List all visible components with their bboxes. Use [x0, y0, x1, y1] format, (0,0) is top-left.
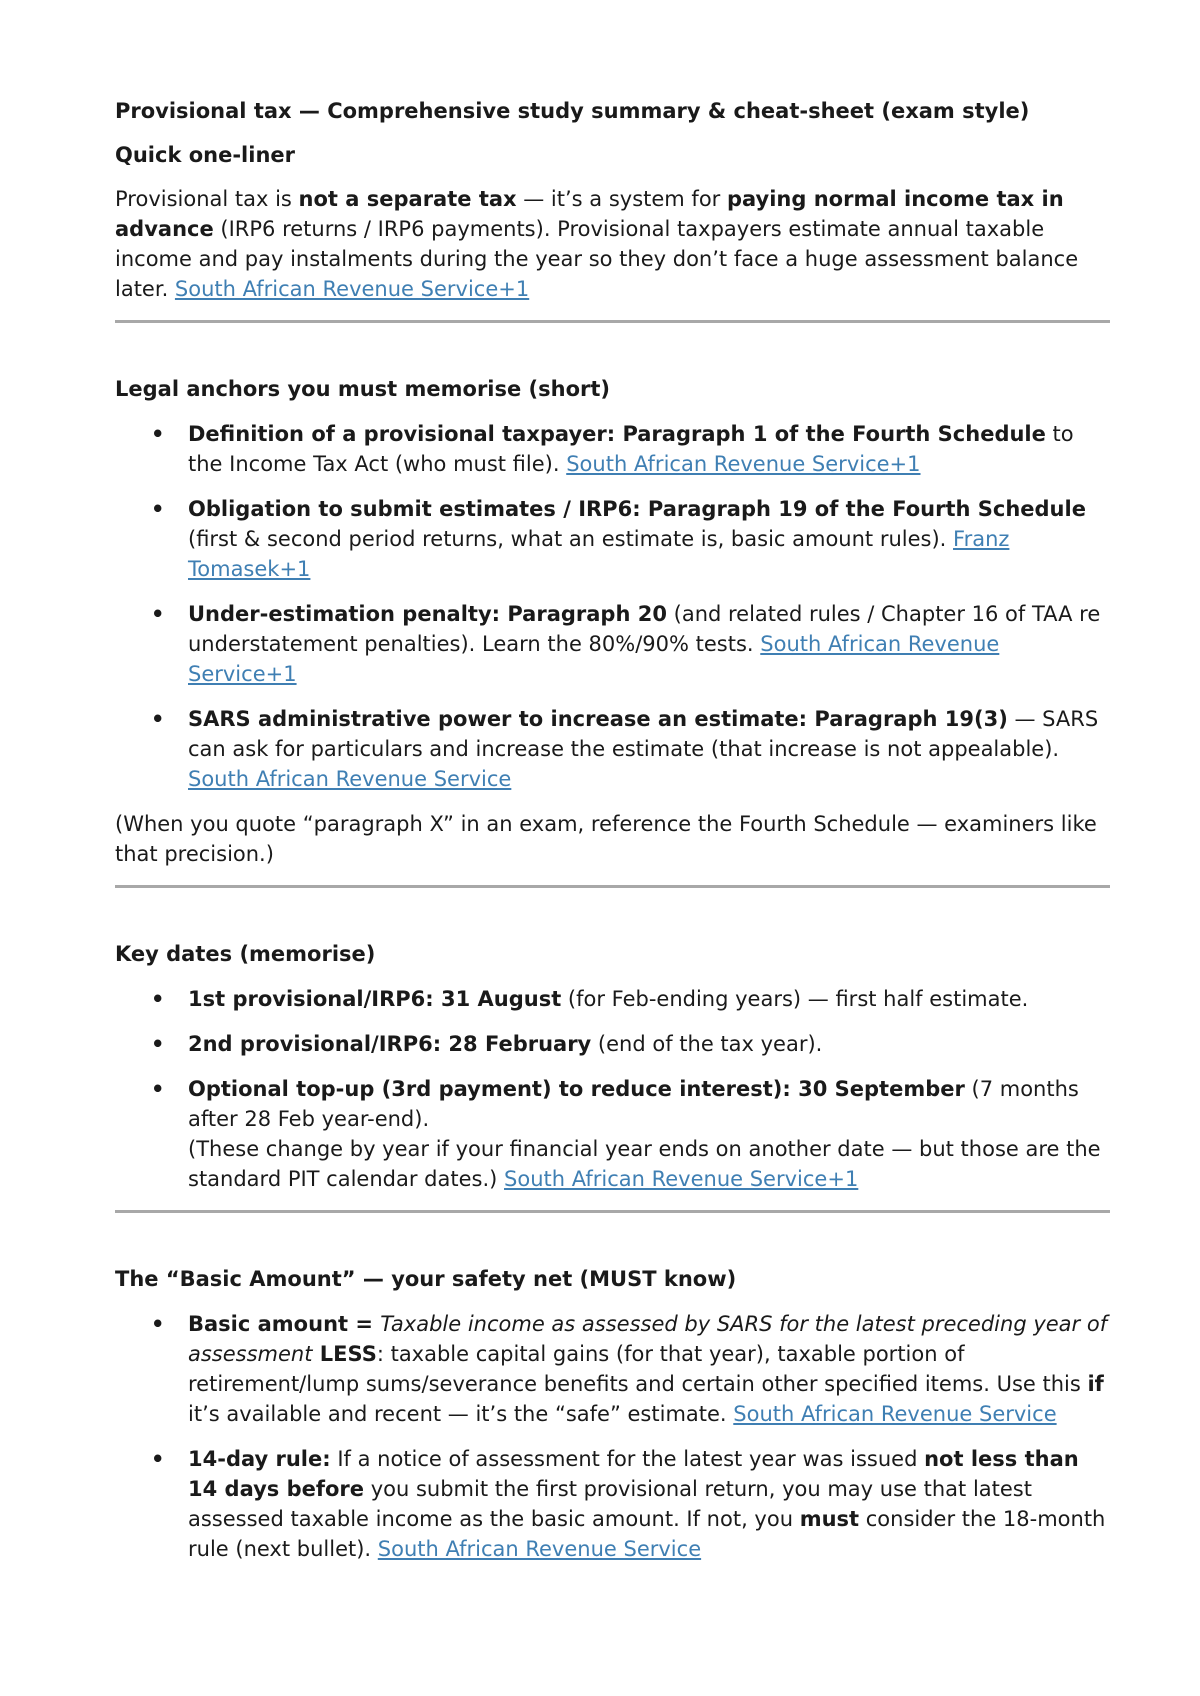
list-item	[115, 1309, 1110, 1429]
item-bold: Definition of a provisional taxpayer: Paragraph 1 of the Fourth Schedule	[188, 422, 1046, 446]
item-bold: Optional top-up (3rd payment) to reduce interest): 30 September	[188, 1077, 965, 1101]
intro-bold: not a separate tax	[298, 187, 517, 211]
item-text: to the Income Tax Act (who must file).	[188, 422, 1074, 476]
intro-text: — it’s a system for	[516, 187, 727, 211]
source-link[interactable]: South African Revenue Service+1	[188, 632, 1000, 686]
document-title: Provisional tax — Comprehensive study summary & cheat-sheet (exam style)	[115, 99, 1030, 123]
item-bold: 2nd provisional/IRP6: 28 February	[188, 1032, 592, 1056]
source-link[interactable]: South African Revenue Service	[188, 767, 512, 791]
section-divider	[115, 320, 1110, 323]
item-italic: Taxable income as assessed by SARS for the latest preceding year of assessment	[188, 1312, 1108, 1366]
key-dates-heading: Key dates (memorise)	[115, 942, 376, 966]
item-text: (These change by year if your financial year ends on another date — but those are the standard PIT calendar dates.)	[188, 1137, 1101, 1191]
list-item	[115, 984, 1110, 1014]
list-item	[115, 1029, 1110, 1059]
legal-anchors-list	[115, 419, 1110, 794]
item-text: (first & second period returns, what an estimate is, basic amount rules).	[188, 527, 954, 551]
source-link[interactable]: South African Revenue Service+1	[566, 452, 921, 476]
source-link[interactable]: South African Revenue Service	[377, 1537, 702, 1561]
item-bold: SARS administrative power to increase an estimate: Paragraph 19(3)	[188, 707, 1008, 731]
intro-text: (IRP6 returns / IRP6 payments). Provisional taxpayers estimate annual taxable income and pay instalments during the year so they don’t face a huge assessment balance later.	[115, 217, 1079, 301]
item-bold: if	[1087, 1372, 1104, 1396]
intro-text: Provisional tax is	[115, 187, 299, 211]
source-link[interactable]: South African Revenue Service+1	[504, 1167, 859, 1191]
item-bold: not less than 14 days before	[188, 1447, 1079, 1501]
legal-note: (When you quote “paragraph X” in an exam, reference the Fourth Schedule — examiners like that precision.)	[115, 812, 1097, 866]
list-item	[115, 1444, 1110, 1564]
list-item	[115, 419, 1110, 479]
bullet-icon: •	[151, 422, 165, 446]
item-bold: must	[799, 1507, 860, 1531]
bullet-icon: •	[151, 987, 165, 1011]
source-link[interactable]: Franz Tomasek+1	[188, 527, 1010, 581]
list-item	[115, 599, 1110, 689]
list-item	[115, 1074, 1110, 1194]
source-link[interactable]: South African Revenue Service+1	[174, 277, 530, 301]
bullet-icon: •	[151, 707, 165, 731]
bullet-icon: •	[151, 1032, 165, 1056]
basic-amount-heading: The “Basic Amount” — your safety net (MUST know)	[115, 1267, 737, 1291]
basic-amount-list	[115, 1309, 1110, 1564]
list-item	[115, 494, 1110, 584]
document-content	[115, 96, 1110, 1579]
legal-anchors-heading: Legal anchors you must memorise (short)	[115, 377, 611, 401]
item-text: you submit the first provisional return, you may use that latest assessed taxable income as the basic amount. If not, you	[188, 1477, 1032, 1531]
item-text: it’s available and recent — it’s the “safe” estimate.	[188, 1402, 734, 1426]
item-bold: 14-day rule:	[188, 1447, 331, 1471]
item-text: : taxable capital gains (for that year), taxable portion of retirement/lump sums/severance benefits and certain other specified items. Use this	[188, 1342, 1088, 1396]
item-bold: Obligation to submit estimates / IRP6: Paragraph 19 of the Fourth Schedule	[188, 497, 1086, 521]
bullet-icon: •	[151, 497, 165, 521]
source-link[interactable]: South African Revenue Service	[733, 1402, 1057, 1426]
bullet-icon: •	[151, 1077, 165, 1101]
item-text: (end of the tax year).	[591, 1032, 823, 1056]
item-text: (7 months after 28 Feb year-end).	[188, 1077, 1079, 1131]
bullet-icon: •	[151, 602, 165, 626]
item-text: (for Feb-ending years) — first half estimate.	[561, 987, 1029, 1011]
intro-paragraph	[115, 184, 1110, 304]
quick-one-liner-heading: Quick one-liner	[115, 143, 296, 167]
section-divider	[115, 885, 1110, 888]
item-text: consider the 18-month rule (next bullet).	[188, 1507, 1106, 1561]
item-text: (and related rules / Chapter 16 of TAA re understatement penalties). Learn the 80%/90% tests.	[188, 602, 1101, 656]
section-divider	[115, 1210, 1110, 1213]
item-bold: Basic amount =	[188, 1312, 381, 1336]
key-dates-list	[115, 984, 1110, 1194]
bullet-icon: •	[151, 1312, 165, 1336]
item-text: — SARS can ask for particulars and increase the estimate (that increase is not appealable).	[188, 707, 1099, 761]
bullet-icon: •	[151, 1447, 165, 1471]
item-bold: 1st provisional/IRP6: 31 August	[188, 987, 562, 1011]
item-bold: LESS	[312, 1342, 377, 1366]
list-item	[115, 704, 1110, 794]
item-bold: Under-estimation penalty: Paragraph 20	[188, 602, 667, 626]
item-text: If a notice of assessment for the latest year was issued	[330, 1447, 925, 1471]
intro-bold: paying normal income tax in advance	[115, 187, 1064, 241]
